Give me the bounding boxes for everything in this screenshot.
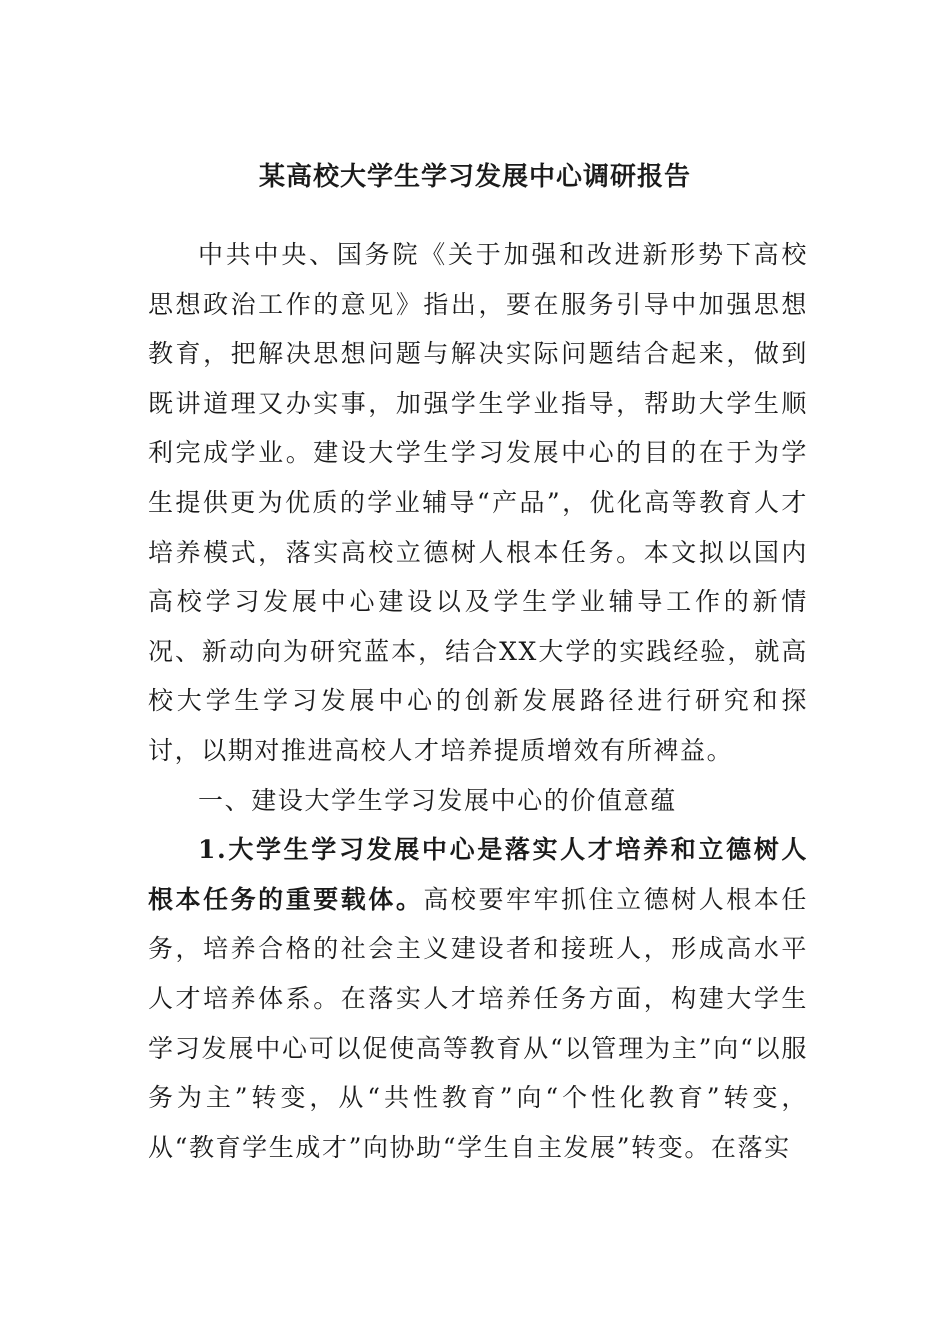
document-title: 某高校大学生学习发展中心调研报告 <box>258 162 691 192</box>
document-body <box>148 230 808 1172</box>
point-1-text: 高校要牢牢抓住立德树人根本任务，培养合格的社会主义建设者和接班人，形成高水平人才培养体系。在落实人才培养任务方面，构建大学生学习发展中心可以促使高等教育从“以管理为主”向“以服务为主”转变，从“共性教育”向“个性化教育”转变，从“教育学生成才”向协助“学生自主发展”转变。在落实 <box>148 884 808 1162</box>
point-1-paragraph <box>148 825 808 1172</box>
point-1-lead: 1.大学生学习发展中心是落实人才培养和立德树人根本任务的重要载体。 <box>148 835 808 914</box>
section-heading: 一、建设大学生学习发展中心的价值意蕴 <box>198 785 677 815</box>
intro-paragraph: 中共中央、国务院《关于加强和改进新形势下高校思想政治工作的意见》指出，要在服务引导中加强思想教育，把解决思想问题与解决实际问题结合起来，做到既讲道理又办实事，加强学生学业指导，帮助大学生顺利完成学业。建设大学生学习发展中心的目的在于为学生提供更为优质的学业辅导“产品”，优化高等教育人才培养模式，落实高校立德树人根本任务。本文拟以国内高校学习发展中心建设以及学生学业辅导工作的新情况、新动向为研究蓝本，结合XX大学的实践经验，就高校大学生学习发展中心的创新发展路径进行研究和探讨，以期对推进高校人才培养提质增效有所裨益。 <box>148 240 808 765</box>
